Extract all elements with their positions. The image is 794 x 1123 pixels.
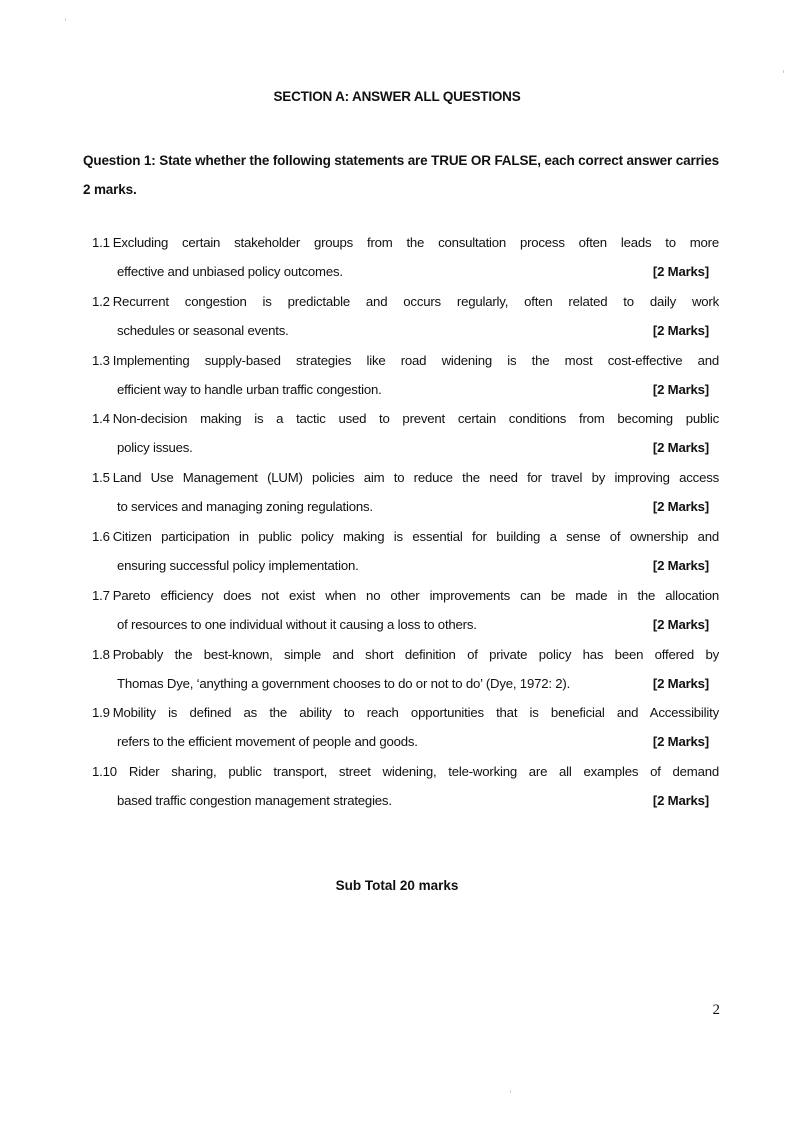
item-number: 1.10: [92, 764, 117, 780]
item-marks: [2 Marks]: [652, 264, 709, 279]
question-item: [92, 350, 719, 409]
item-marks: [2 Marks]: [652, 616, 709, 632]
item-number: 1.7: [92, 587, 110, 603]
item-text-line2: efficient way to handle urban traffic congestion.: [117, 381, 382, 397]
item-text-line1: Mobility is defined as the ability to reach opportunities that is beneficial and Accessibility: [112, 705, 719, 721]
item-marks: [2 Marks]: [652, 499, 709, 515]
item-marks: [2 Marks]: [652, 381, 709, 397]
item-number: 1.9: [92, 705, 110, 721]
item-text-line1: Rider sharing, public transport, street widening, tele-working are all examples of demand: [128, 764, 719, 780]
item-marks: [2 Marks]: [652, 734, 709, 750]
item-number: 1.6: [92, 528, 110, 544]
item-text-line2: ensuring successful policy implementation.: [117, 557, 359, 573]
item-text-line1: Citizen participation in public policy making is essential for building a sense of ownership and: [112, 528, 719, 544]
question-item: [92, 761, 719, 820]
item-text-line2: to services and managing zoning regulations.: [117, 499, 373, 515]
item-number: 1.4: [92, 411, 110, 427]
subtotal: Sub Total 20 marks: [335, 878, 459, 893]
item-text-line1: Excluding certain stakeholder groups from the consultation process often leads to more: [112, 235, 719, 250]
item-number: 1.5: [92, 470, 110, 486]
page-number: 2: [712, 1002, 720, 1018]
item-number: 1.3: [92, 352, 110, 368]
item-text-line1: Probably the best-known, simple and short definition of private policy has been offered by: [112, 646, 719, 662]
item-text-line1: Non-decision making is a tactic used to prevent certain conditions from becoming public: [112, 411, 719, 427]
question-item: [92, 644, 719, 703]
question-item: [92, 526, 719, 585]
item-text-line2: Thomas Dye, ‘anything a government chooses to do or not to do’ (Dye, 1972: 2).: [117, 675, 571, 691]
item-text-line1: Implementing supply-based strategies like road widening is the most cost-effective and: [112, 352, 719, 368]
scan-artifact: [510, 1090, 511, 1093]
question-item: [92, 702, 719, 761]
section-title: SECTION A: ANSWER ALL QUESTIONS: [273, 89, 521, 104]
question-item: [92, 291, 719, 350]
question-items-list: [92, 232, 719, 820]
question-item: [92, 467, 719, 526]
item-text-line2: of resources to one individual without it causing a loss to others.: [117, 616, 477, 632]
item-text-line1: Land Use Management (LUM) policies aim to reduce the need for travel by improving access: [112, 470, 719, 486]
item-text-line1: Recurrent congestion is predictable and occurs regularly, often related to daily work: [112, 293, 719, 309]
item-text-line2: schedules or seasonal events.: [117, 322, 289, 338]
item-text-line2: policy issues.: [117, 440, 193, 456]
question-item: [92, 408, 719, 467]
item-marks: [2 Marks]: [652, 557, 709, 573]
question-intro: Question 1: State whether the following statements are TRUE OR FALSE, each correct answer carries 2 marks.: [83, 153, 719, 197]
item-text-line2: effective and unbiased policy outcomes.: [117, 264, 343, 279]
item-marks: [2 Marks]: [652, 440, 709, 456]
item-text-line2: refers to the efficient movement of people and goods.: [117, 734, 418, 750]
item-number: 1.2: [92, 293, 110, 309]
item-text-line1: Pareto efficiency does not exist when no other improvements can be made in the allocation: [112, 587, 719, 603]
scan-artifact: [65, 18, 66, 21]
item-number: 1.1: [92, 235, 110, 250]
item-marks: [2 Marks]: [652, 793, 709, 809]
question-item: [92, 585, 719, 644]
item-number: 1.8: [92, 646, 110, 662]
item-marks: [2 Marks]: [652, 675, 709, 691]
item-text-line2: based traffic congestion management strategies.: [117, 793, 392, 809]
question-item: [92, 232, 719, 291]
scan-artifact: [783, 70, 784, 73]
item-marks: [2 Marks]: [652, 322, 709, 338]
